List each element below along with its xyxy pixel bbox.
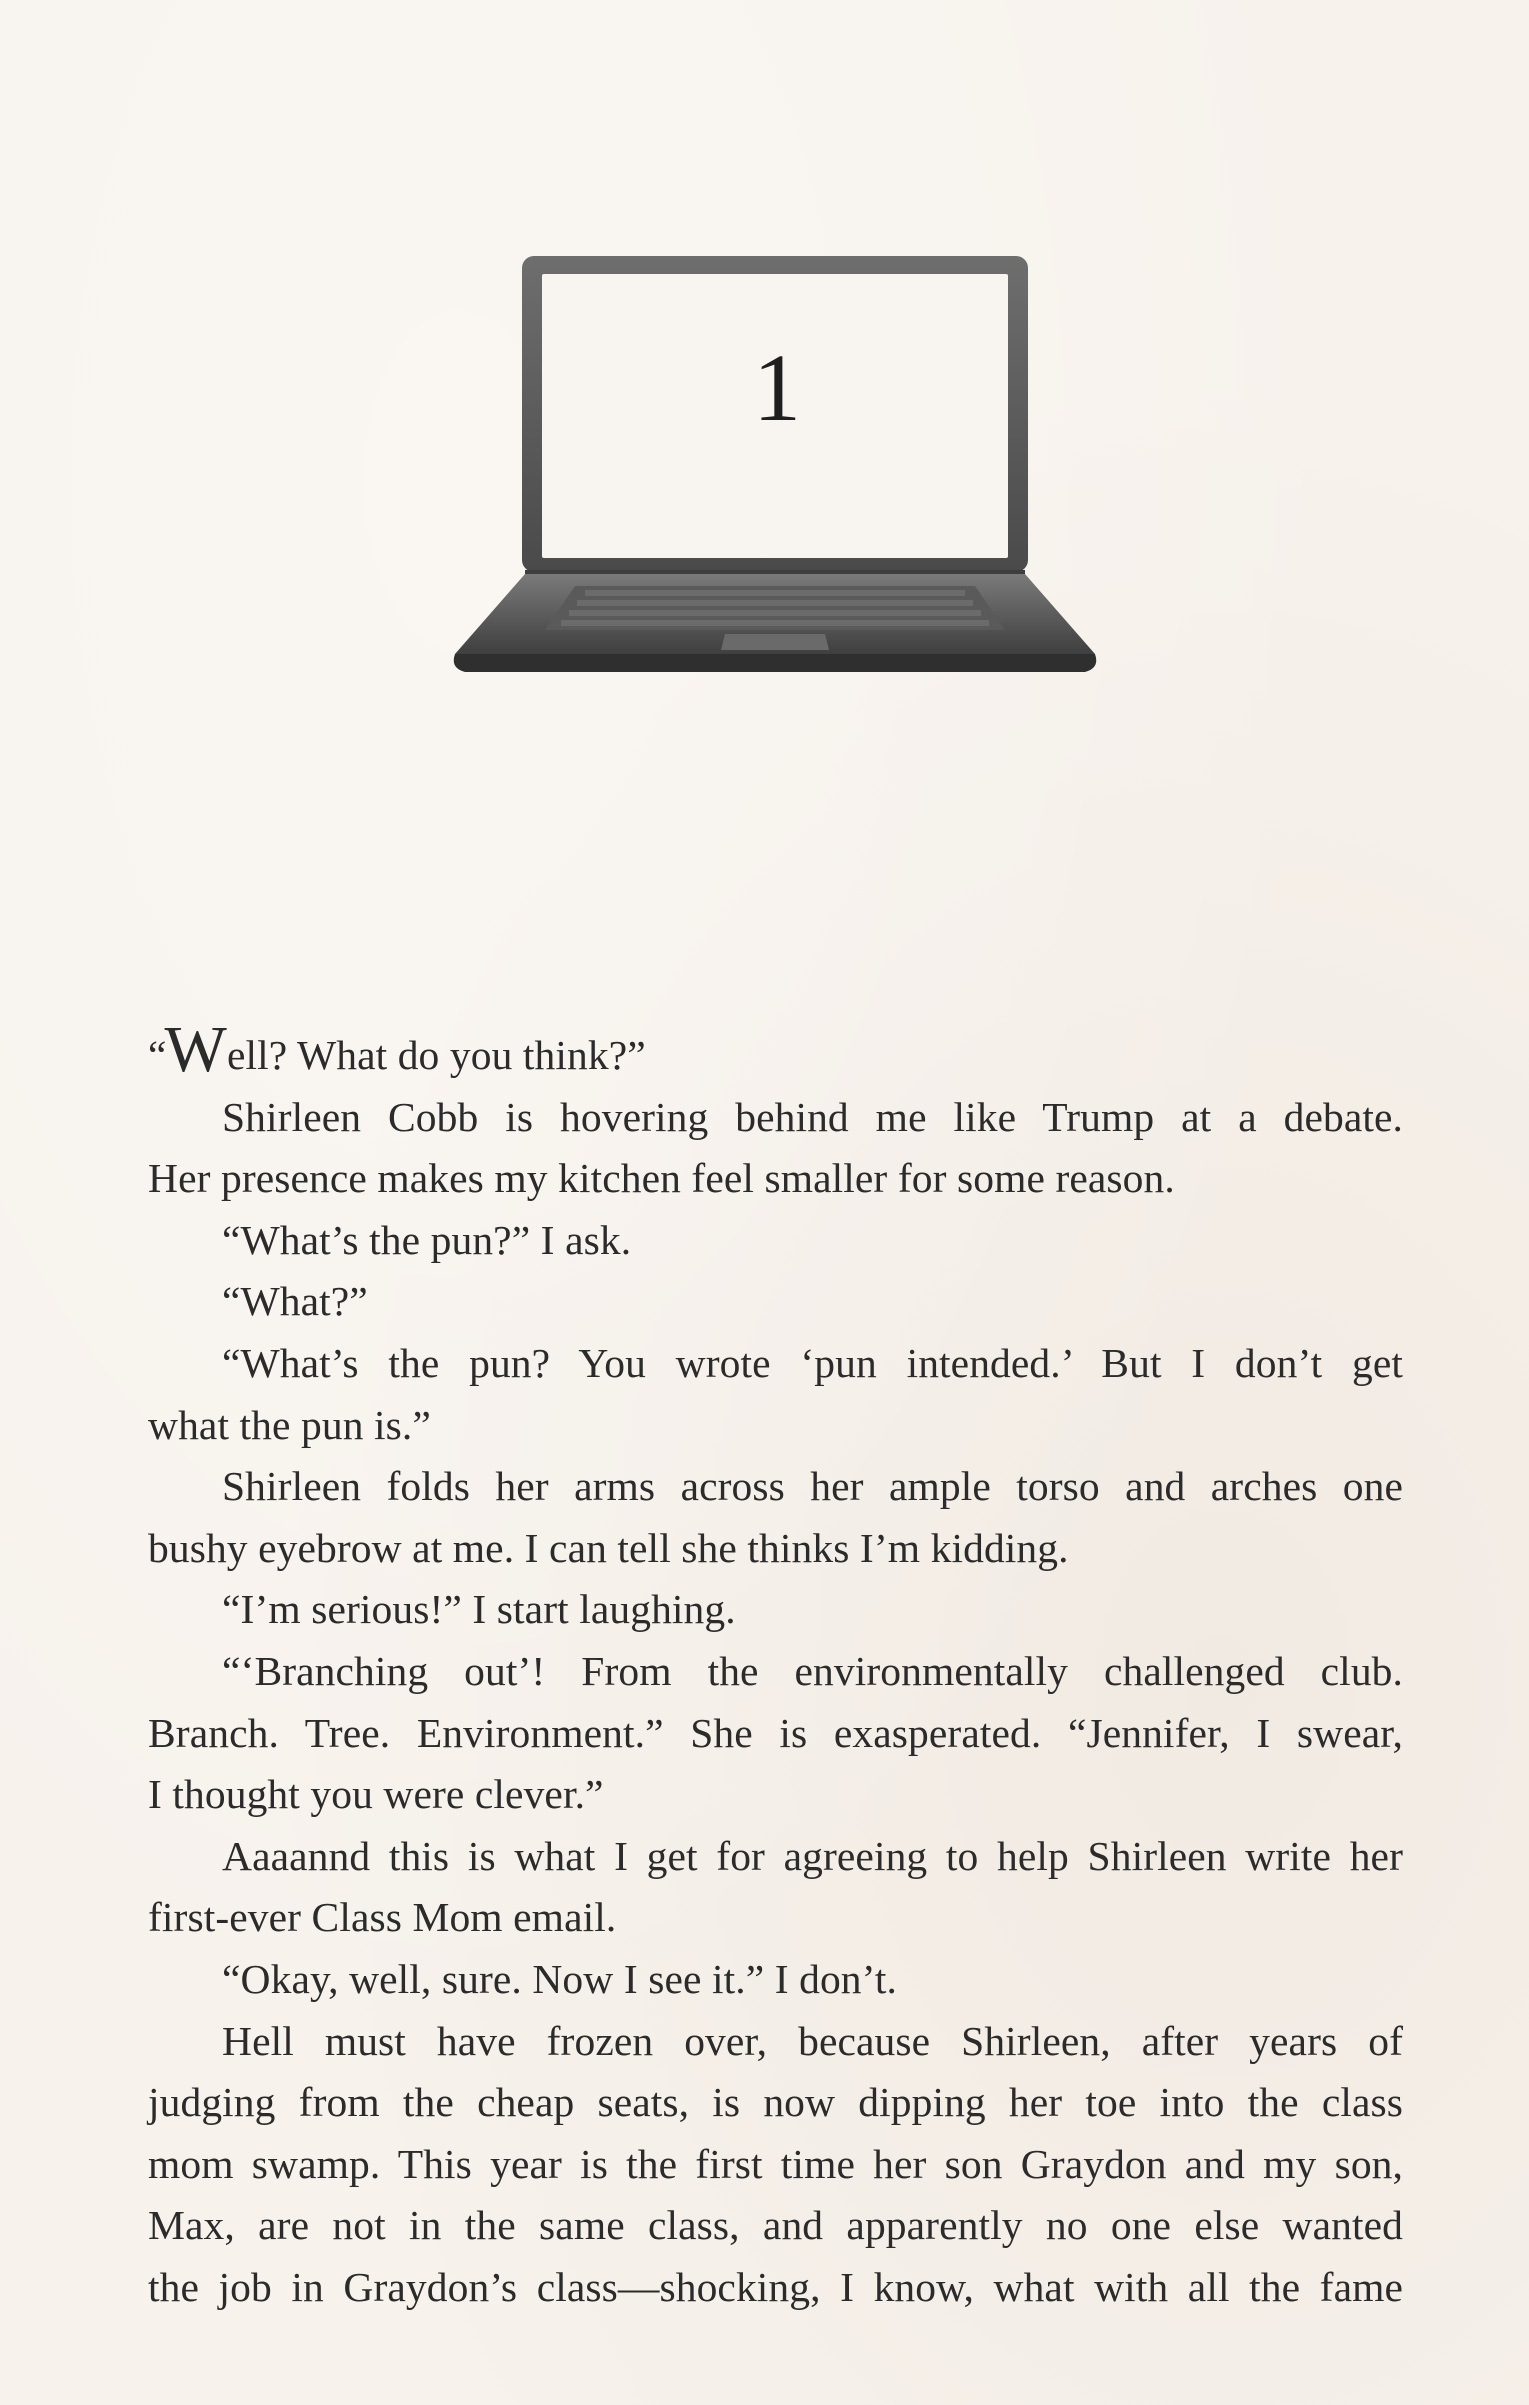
text-line: Branch. Tree. Environment.” She is exasperated. “Jennifer, I swear,	[148, 1709, 1403, 1756]
opening-quote: “	[148, 1032, 167, 1078]
text-line: Max, are not in the same class, and apparently no one else wanted	[148, 2202, 1403, 2249]
text-line: Aaaannd this is what I get for agreeing to help Shirleen write her	[222, 1832, 1403, 1879]
text-line: “What’s the pun? You wrote ‘pun intended.’ But I don’t get	[222, 1339, 1403, 1386]
text-line: “‘Branching out’! From the environmentally challenged club.	[222, 1647, 1403, 1694]
text-line	[148, 1013, 1403, 1087]
text-line: mom swamp. This year is the first time her son Graydon and my son,	[148, 2140, 1403, 2187]
text-line: “What’s the pun?” I ask.	[222, 1216, 632, 1263]
opening-line-rest: ell? What do you think?”	[226, 1032, 646, 1078]
laptop-icon	[445, 252, 1105, 684]
text-line: Shirleen Cobb is hovering behind me like Trump at a debate.	[222, 1093, 1403, 1140]
text-line: what the pun is.”	[148, 1401, 431, 1448]
text-line: bushy eyebrow at me. I can tell she thinks I’m kidding.	[148, 1524, 1069, 1571]
text-line: “What?”	[222, 1278, 368, 1325]
drop-cap: W	[164, 1013, 227, 1086]
text-line: Shirleen folds her arms across her ample torso and arches one	[222, 1463, 1403, 1510]
text-line: “Okay, well, sure. Now I see it.” I don’t.	[222, 1955, 897, 2002]
text-line: “I’m serious!” I start laughing.	[222, 1586, 736, 1633]
text-line: Hell must have frozen over, because Shirleen, after years of	[222, 2017, 1403, 2064]
chapter-text	[148, 1013, 1403, 2318]
text-line: I thought you were clever.”	[148, 1771, 604, 1818]
chapter-number: 1	[753, 334, 801, 441]
text-line: the job in Graydon’s class—shocking, I know, what with all the fame	[148, 2263, 1403, 2310]
text-line: first-ever Class Mom email.	[148, 1894, 617, 1941]
text-line: judging from the cheap seats, is now dipping her toe into the class	[148, 2079, 1403, 2126]
text-line: Her presence makes my kitchen feel smaller for some reason.	[148, 1155, 1175, 1202]
